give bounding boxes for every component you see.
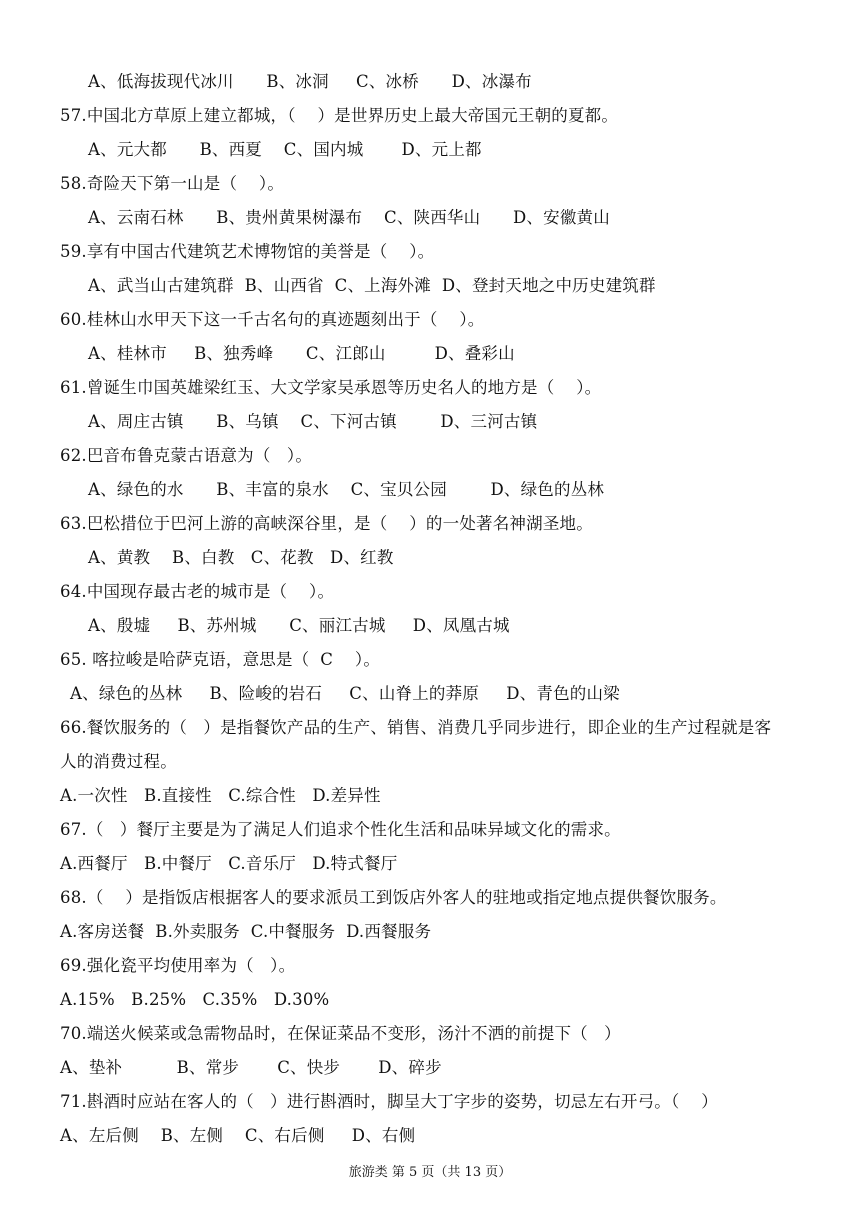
- q58-question: 58.奇险天下第一山是（ ）。: [60, 174, 285, 193]
- page-footer: 旅游类 第 5 页（共 13 页）: [348, 1165, 512, 1180]
- q59-question: 59.享有中国古代建筑艺术博物馆的美誉是（ ）。: [60, 242, 435, 261]
- q62-options: A、绿色的水 B、丰富的泉水 C、宝贝公园 D、绿色的丛林: [88, 480, 605, 499]
- q60-question: 60.桂林山水甲天下这一千古名句的真迹题刻出于（ ）。: [60, 310, 485, 329]
- q71-options: A、左后侧 B、左侧 C、右后侧 D、右侧: [60, 1126, 416, 1145]
- q57-question: 57.中国北方草原上建立都城，（ ）是世界历史上最大帝国元王朝的夏都。: [60, 106, 619, 125]
- q68-options: A.客房送餐 B.外卖服务 C.中餐服务 D.西餐服务: [60, 922, 432, 941]
- q64-options: A、殷墟 B、苏州城 C、丽江古城 D、凤凰古城: [88, 616, 510, 635]
- q65-question: 65. 喀拉峻是哈萨克语，意思是（ C ）。: [60, 650, 381, 669]
- q67-options: A.西餐厅 B.中餐厅 C.音乐厅 D.特式餐厅: [60, 854, 398, 873]
- q62-question: 62.巴音布鲁克蒙古语意为（ ）。: [60, 446, 313, 465]
- q70-question: 70.端送火候菜或急需物品时，在保证菜品不变形，汤汁不洒的前提下（ ）: [60, 1024, 621, 1043]
- q63-options: A、黄教 B、白教 C、花教 D、红教: [88, 548, 394, 567]
- q61-question: 61.曾诞生巾国英雄梁红玉、大文学家吴承恩等历史名人的地方是（ ）。: [60, 378, 602, 397]
- q68-question: 68.（ ）是指饭店根据客人的要求派员工到饭店外客人的驻地或指定地点提供餐饮服务。: [60, 888, 727, 907]
- q60-options: A、桂林市 B、独秀峰 C、江郎山 D、叠彩山: [88, 344, 515, 363]
- q59-options: A、武当山古建筑群 B、山西省 C、上海外滩 D、登封天地之中历史建筑群: [88, 276, 656, 295]
- q69-question: 69.强化瓷平均使用率为（ ）。: [60, 956, 296, 975]
- q65-options: A、绿色的丛林 B、险峻的岩石 C、山脊上的莽原 D、青色的山梁: [70, 684, 620, 703]
- q58-options: A、云南石林 B、贵州黄果树瀑布 C、陕西华山 D、安徽黄山: [88, 208, 610, 227]
- q61-options: A、周庄古镇 B、乌镇 C、下河古镇 D、三河古镇: [88, 412, 538, 431]
- q57-options: A、元大都 B、西夏 C、国内城 D、元上都: [88, 140, 482, 159]
- q66-options: A.一次性 B.直接性 C.综合性 D.差异性: [60, 786, 381, 805]
- q67-question: 67.（ ）餐厅主要是为了满足人们追求个性化生活和品味异域文化的需求。: [60, 820, 621, 839]
- q71-question: 71.斟酒时应站在客人的（ ）进行斟酒时，脚呈大丁字步的姿势，切忌左右开弓。（ ）: [60, 1092, 718, 1111]
- q56-options: A、低海拔现代冰川 B、冰洞 C、冰桥 D、冰瀑布: [88, 72, 532, 91]
- q66-question-cont: 人的消费过程。: [60, 752, 177, 771]
- q69-options: A.15% B.25% C.35% D.30%: [60, 990, 330, 1009]
- q66-question: 66.餐饮服务的（ ）是指餐饮产品的生产、销售、消费几乎同步进行，即企业的生产过程就是客: [60, 718, 772, 737]
- q70-options: A、垫补 B、常步 C、快步 D、碎步: [60, 1058, 442, 1077]
- q64-question: 64.中国现存最古老的城市是（ ）。: [60, 582, 335, 601]
- q63-question: 63.巴松措位于巴河上游的高峡深谷里，是（ ）的一处著名神湖圣地。: [60, 514, 593, 533]
